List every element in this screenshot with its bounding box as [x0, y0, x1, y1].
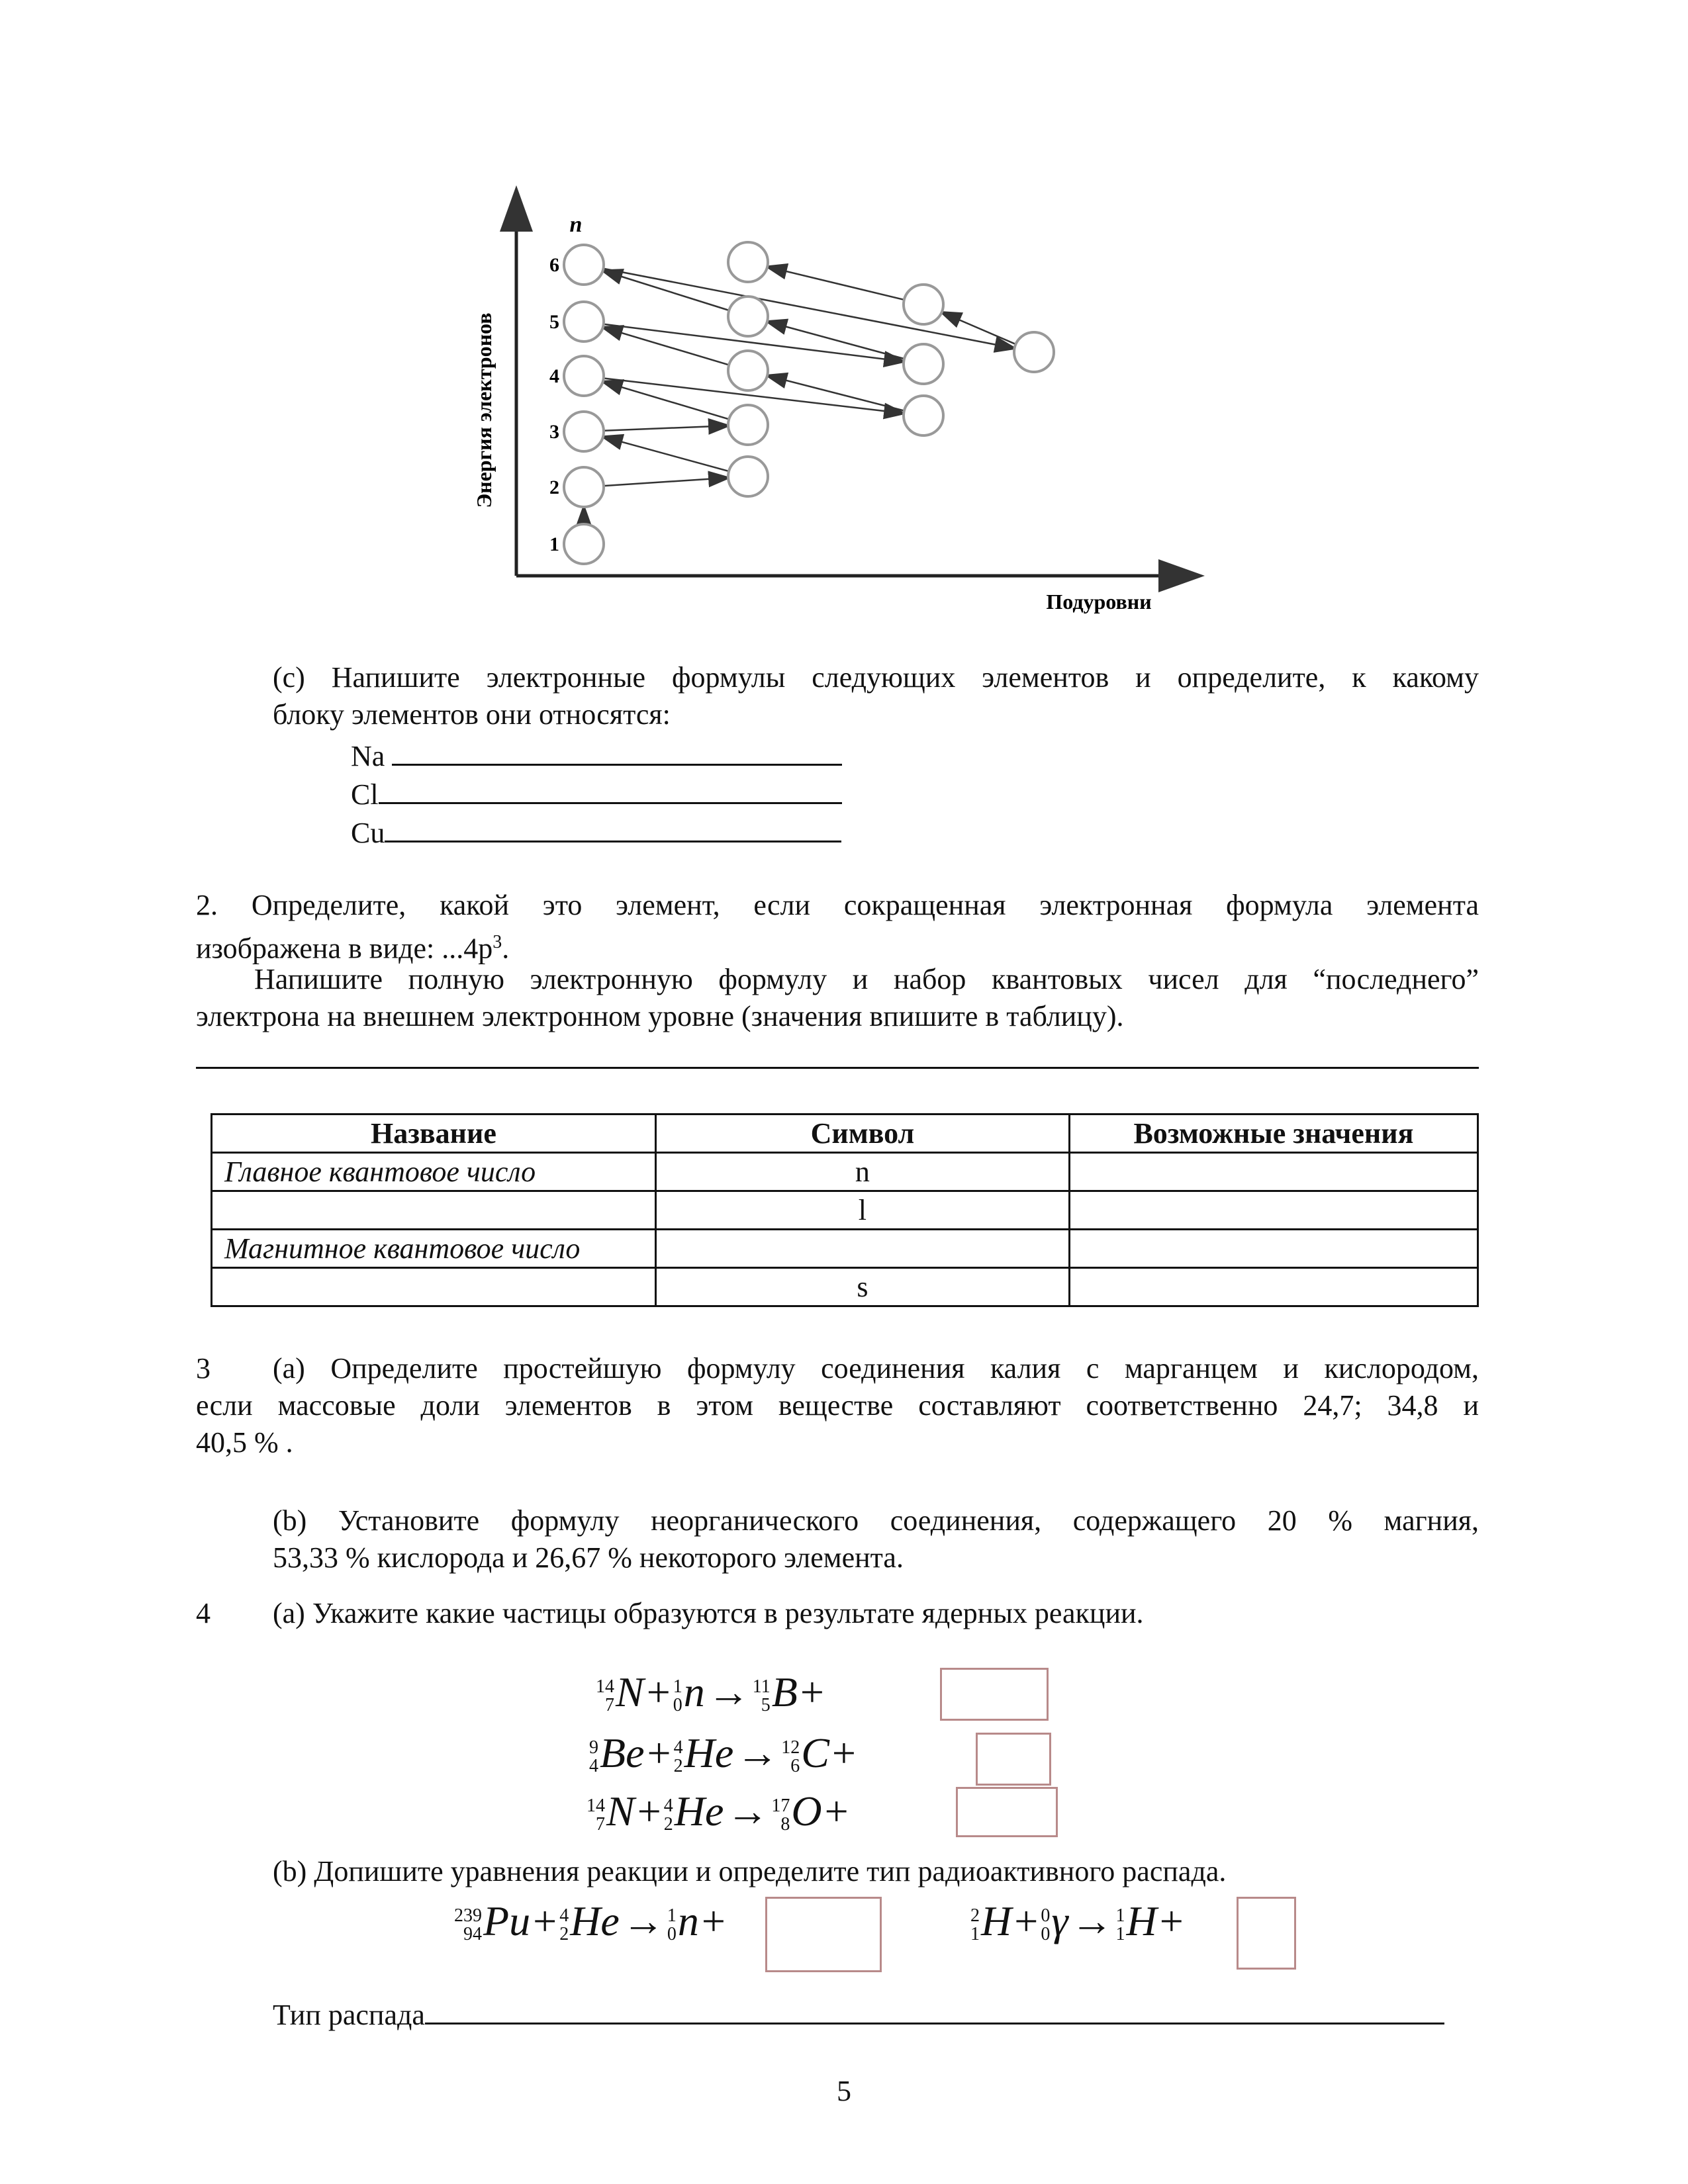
arrow-d5-p6	[767, 267, 904, 300]
nuclide-symbol: He	[684, 1729, 734, 1776]
arrow-s2-p2	[604, 478, 728, 486]
nuclide-symbol: H	[1126, 1897, 1157, 1944]
decay-type-line	[273, 1992, 1444, 2034]
task-2-line4: электрона на внешнем электронном уровне (значения впишите в таблицу).	[196, 1000, 1124, 1032]
cell-name[interactable]	[212, 1191, 656, 1230]
task-3a-line3: 40,5 % .	[196, 1426, 293, 1459]
cell-name[interactable]	[212, 1268, 656, 1306]
orbital-circle-f4	[1014, 332, 1054, 372]
operator: →	[622, 1897, 665, 1944]
atomic-number: 8	[780, 1814, 790, 1835]
operator: +	[831, 1729, 856, 1776]
element-na-line	[351, 733, 842, 775]
nuclear-reaction-2	[589, 1729, 859, 1778]
answer-blank-na[interactable]	[392, 733, 842, 766]
cell-name: Главное квантовое число	[212, 1153, 656, 1191]
nuclide-symbol: n	[683, 1668, 705, 1715]
element-cl: Cl	[351, 778, 379, 811]
nuclide-symbol: n	[677, 1897, 699, 1944]
cell-values[interactable]	[1069, 1268, 1477, 1306]
nuclear-reaction-1	[596, 1668, 827, 1717]
orbital-circle-s5	[564, 302, 604, 341]
isotope-numbers	[586, 1797, 605, 1834]
element-cl-line	[351, 772, 842, 813]
mass-number: 4	[673, 1737, 683, 1758]
mass-number: 1	[673, 1676, 682, 1698]
task-3a-line2: если массовые доли элементов в этом веществе составляют соответственно 24,7; 34,8 и	[196, 1389, 1479, 1422]
operator: +	[646, 1668, 671, 1715]
orbital-circle-s4	[564, 356, 604, 396]
arrow-p4-s5	[603, 328, 729, 365]
operator: →	[1070, 1897, 1113, 1944]
atomic-number: 7	[605, 1695, 614, 1716]
orbital-circle-s6	[564, 245, 604, 285]
header-values: Возможные значения	[1069, 1115, 1477, 1153]
task-4a-text: (а) Укажите какие частицы образуются в результате ядерных реакции.	[273, 1597, 1144, 1629]
cell-name: Магнитное квантовое число	[212, 1230, 656, 1268]
isotope-numbers	[674, 1739, 683, 1776]
atomic-number: 7	[596, 1814, 605, 1835]
isotope-numbers	[589, 1739, 598, 1776]
answer-box-reaction-3[interactable]	[956, 1787, 1058, 1837]
nuclide-symbol: γ	[1051, 1897, 1068, 1944]
orbital-circle-p3	[728, 405, 768, 445]
orbital-circle-s2	[564, 467, 604, 507]
header-name: Название	[212, 1115, 656, 1153]
isotope-numbers	[673, 1678, 682, 1715]
isotope-numbers	[753, 1678, 771, 1715]
table-row	[212, 1268, 1478, 1306]
decay-reaction-1	[454, 1897, 728, 1946]
filling-arrows	[584, 267, 1015, 524]
nuclide-symbol: N	[616, 1668, 644, 1715]
task-3b-line1: (b) Установите формулу неорганического соединения, содержащего 20 % магния,	[273, 1504, 1479, 1537]
orbital-circle-p5	[728, 296, 768, 336]
nuclide-symbol: H	[981, 1897, 1012, 1944]
mass-number: 0	[1041, 1905, 1051, 1927]
quantum-numbers-table	[211, 1113, 1479, 1307]
mass-number: 17	[771, 1796, 790, 1817]
task-c-text-line2: блоку элементов они относятся:	[273, 698, 671, 731]
element-cu-line	[351, 810, 841, 852]
nuclide-symbol: He	[674, 1788, 724, 1835]
y-axis-label: Энергия электронов	[472, 312, 496, 508]
operator: +	[533, 1897, 557, 1944]
isotope-numbers	[667, 1907, 677, 1944]
operator: +	[1159, 1897, 1184, 1944]
answer-box-reaction-1[interactable]	[940, 1668, 1049, 1721]
atomic-number: 2	[663, 1814, 673, 1835]
isotope-numbers	[664, 1797, 673, 1834]
orbital-circle-d5	[904, 285, 943, 324]
isotope-numbers	[1041, 1907, 1050, 1944]
answer-box-reaction-2[interactable]	[976, 1733, 1051, 1786]
atomic-number: 94	[463, 1924, 482, 1945]
mass-number: 1	[1115, 1905, 1125, 1927]
task-2-line3: Напишите полную электронную формулу и набор квантовых чисел для “последнего”	[254, 963, 1479, 995]
cell-symbol: l	[655, 1191, 1069, 1230]
cell-values[interactable]	[1069, 1153, 1477, 1191]
level-label-1: 1	[549, 533, 559, 555]
isotope-numbers	[1116, 1907, 1125, 1944]
level-label-2: 2	[549, 477, 559, 498]
task-3-number: 3	[196, 1352, 211, 1385]
orbital-circle-d4	[904, 344, 943, 384]
arrow-p5-s6	[603, 271, 729, 310]
answer-box-decay-2[interactable]	[1237, 1897, 1296, 1970]
nuclide-symbol: Pu	[483, 1897, 531, 1944]
operator: +	[701, 1897, 726, 1944]
atomic-number: 1	[970, 1924, 980, 1945]
operator: +	[1014, 1897, 1039, 1944]
mass-number: 11	[752, 1676, 771, 1698]
task-3b-line2: 53,33 % кислорода и 26,67 % некоторого элемента.	[273, 1541, 904, 1574]
mass-number: 12	[781, 1737, 800, 1758]
table-row	[212, 1153, 1478, 1191]
atomic-number: 0	[673, 1695, 682, 1716]
atomic-number: 1	[1115, 1924, 1125, 1945]
nuclear-reaction-3	[586, 1787, 851, 1836]
isotope-numbers	[970, 1907, 980, 1944]
decay-reaction-2	[970, 1897, 1186, 1946]
arrow-f4-d5	[942, 312, 1016, 344]
arrow-p2-s3	[603, 437, 729, 471]
answer-blank-cl[interactable]	[379, 772, 842, 804]
mass-number: 1	[667, 1905, 677, 1927]
operator: →	[726, 1788, 769, 1835]
decay-type-blank[interactable]	[425, 1992, 1444, 2025]
level-label-4: 4	[549, 365, 559, 387]
level-label-3: 3	[549, 421, 559, 443]
task-2-number: 2.	[196, 889, 218, 921]
atomic-number: 0	[667, 1924, 677, 1945]
nuclide-symbol: Be	[600, 1729, 645, 1776]
level-labels	[549, 254, 559, 555]
level-label-5: 5	[549, 311, 559, 333]
arrow-p3-s4	[603, 382, 729, 420]
x-axis-label: Подуровни	[1046, 590, 1152, 614]
table-header-row	[212, 1115, 1478, 1153]
orbital-circle-p2	[728, 457, 768, 496]
operator: +	[800, 1668, 824, 1715]
task-c-text: (с) Напишите электронные формулы следующих элементов и определите, к какому	[273, 661, 1479, 694]
operator: →	[736, 1729, 779, 1776]
level-label-6: 6	[549, 254, 559, 276]
task-4-number: 4	[196, 1597, 211, 1629]
page-number: 5	[837, 2075, 851, 2107]
nuclide-symbol: N	[606, 1788, 635, 1835]
element-na: Na	[351, 740, 385, 772]
atomic-number: 5	[761, 1695, 771, 1716]
answer-box-decay-1[interactable]	[765, 1897, 882, 1972]
task-4b-text: (b) Допишите уравнения реакции и определите тип радиоактивного распада.	[273, 1855, 1227, 1888]
nuclide-symbol: He	[570, 1897, 620, 1944]
task-2-text: Определите, какой это элемент, если сокращенная электронная формула элемента	[251, 889, 1479, 921]
isotope-numbers	[596, 1678, 614, 1715]
nuclide-symbol: B	[771, 1668, 798, 1715]
isotope-numbers	[559, 1907, 569, 1944]
task-3a-line1: (а) Определите простейшую формулу соединения калия с марганцем и кислородом,	[273, 1352, 1479, 1385]
arrow-s3-p3	[604, 426, 728, 431]
mass-number: 239	[454, 1905, 482, 1927]
element-cu: Cu	[351, 817, 385, 849]
mass-number: 14	[596, 1676, 614, 1698]
orbital-circle-s1	[564, 524, 604, 564]
cell-symbol: s	[655, 1268, 1069, 1306]
isotope-numbers	[454, 1907, 482, 1944]
atomic-number: 0	[1041, 1924, 1051, 1945]
orbital-circle-s3	[564, 412, 604, 451]
operator: +	[637, 1788, 661, 1835]
operator: +	[824, 1788, 849, 1835]
atomic-number: 6	[790, 1756, 800, 1777]
table-row	[212, 1191, 1478, 1230]
operator: +	[647, 1729, 671, 1776]
n-label: n	[569, 212, 583, 237]
isotope-numbers	[771, 1797, 790, 1834]
mass-number: 9	[589, 1737, 598, 1758]
cell-symbol[interactable]	[655, 1230, 1069, 1268]
isotope-numbers	[781, 1739, 800, 1776]
orbital-circle-p6	[728, 242, 768, 282]
task-2-line2: изображена в виде: $...4p^3$.	[196, 932, 510, 965]
mass-number: 4	[663, 1796, 673, 1817]
header-symbol: Символ	[655, 1115, 1069, 1153]
cell-values[interactable]	[1069, 1191, 1477, 1230]
arrow-s6-f4	[603, 269, 1014, 349]
mass-number: 2	[970, 1905, 980, 1927]
operator: →	[707, 1668, 750, 1715]
cell-symbol: n	[655, 1153, 1069, 1191]
nuclide-symbol: O	[791, 1788, 822, 1835]
atomic-number: 4	[589, 1756, 598, 1777]
cell-values[interactable]	[1069, 1230, 1477, 1268]
orbital-circle-p4	[728, 351, 768, 390]
answer-blank-cu[interactable]	[385, 810, 841, 842]
atomic-number: 2	[673, 1756, 683, 1777]
answer-line-task-2[interactable]	[196, 1067, 1479, 1069]
task-2-line1	[196, 887, 1479, 924]
mass-number: 14	[586, 1796, 605, 1817]
energy-level-diagram	[437, 165, 1218, 629]
table-row	[212, 1230, 1478, 1268]
mass-number: 4	[559, 1905, 569, 1927]
atomic-number: 2	[559, 1924, 569, 1945]
orbital-circle-d3	[904, 396, 943, 435]
decay-type-label: Тип распада	[273, 1999, 425, 2031]
nuclide-symbol: C	[801, 1729, 829, 1776]
